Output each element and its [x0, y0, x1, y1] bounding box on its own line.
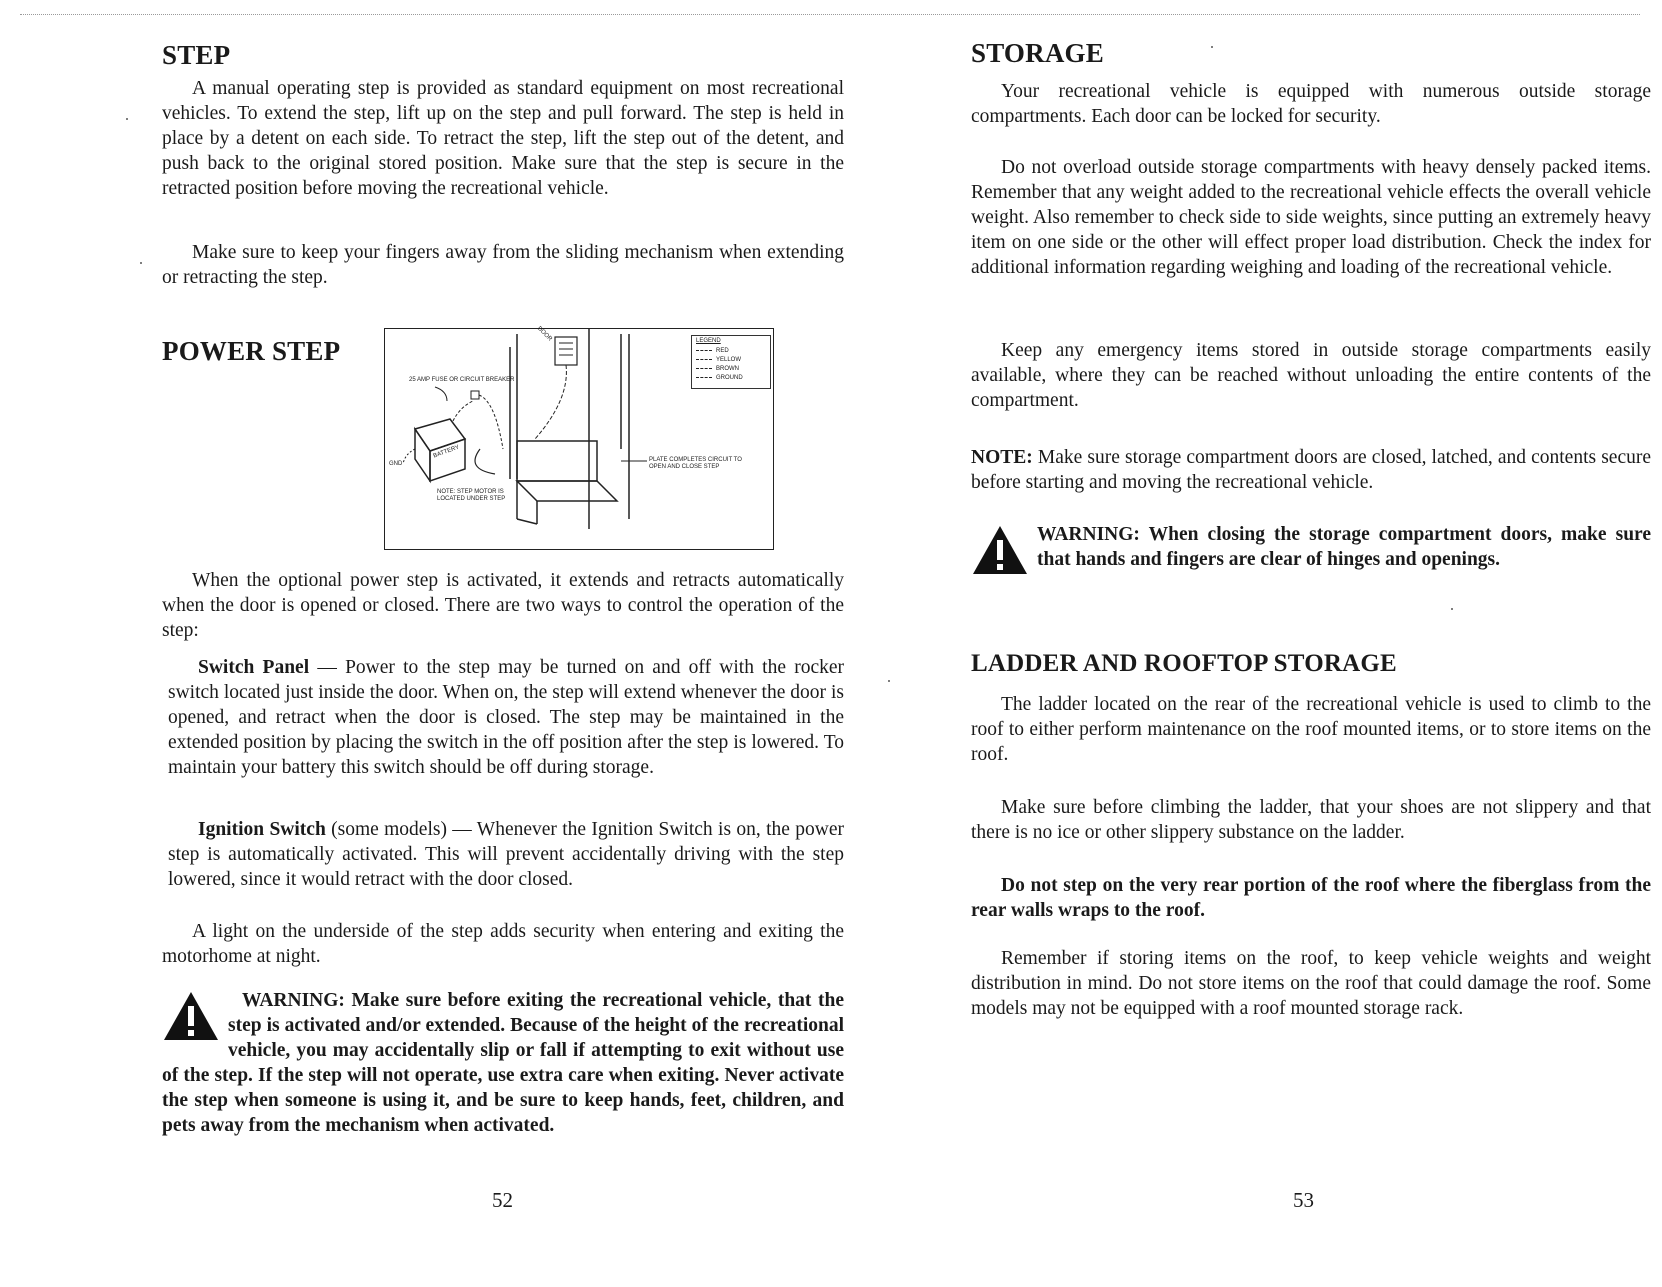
switch-panel-text: — Power to the step may be turned on and off with the rocker switch located just inside the door. When on, the step will extend whenever the door is opened, and retract when the door is closed. The step may be maintained in the extended position by placing the switch in the off position after the step is lowered. To maintain your battery this switch should be off during storage.: [168, 657, 844, 778]
ladder-paragraph-4: Remember if storing items on the roof, to keep vehicle weights and weight distribution in mind. Do not store items on the roof that could damage the roof. Some models may not be equipped with a roof mounted storage rack.: [971, 948, 1651, 1019]
page-number-left: 52: [492, 1188, 513, 1212]
storage-paragraph-1: Your recreational vehicle is equipped with numerous outside storage compartments. Each door can be locked for security.: [971, 81, 1651, 127]
storage-paragraph-2: Do not overload outside storage compartments with heavy densely packed items. Remember that any weight added to the recreational vehicle effects the overall vehicle weight. Also remember to check side to side weights, since putting an extremely heavy item on one side or the other will effect proper load distribution. Check the index for additional information regarding weighing and loading of the recreational vehicle.: [971, 157, 1651, 278]
ignition-switch-paragraph: [168, 817, 844, 892]
diagram-label-door: DOOR: [535, 325, 553, 343]
ladder-paragraph-2: Make sure before climbing the ladder, that your shoes are not slippery and that there is no ice or other slippery substance on the ladder.: [971, 797, 1651, 843]
ladder-caution: Do not step on the very rear portion of the roof where the fiberglass from the rear walls wraps to the roof.: [971, 875, 1651, 921]
legend-title: LEGEND: [696, 338, 721, 344]
switch-panel-label: Switch Panel: [198, 657, 310, 678]
step-light-paragraph: A light on the underside of the step adds security when entering and exiting the motorhome at night.: [162, 921, 844, 967]
diagram-legend: [691, 335, 771, 389]
switch-panel-paragraph: [168, 655, 844, 780]
note-text: Make sure storage compartment doors are closed, latched, and contents secure before starting and moving the recreational vehicle.: [971, 447, 1651, 493]
diagram-label-gnd: GND: [389, 461, 403, 467]
legend-item-ground: GROUND: [696, 375, 743, 382]
scan-speck: [140, 262, 142, 264]
step-heading: STEP: [162, 40, 231, 70]
note-label: NOTE:: [971, 447, 1033, 468]
storage-paragraph-3: Keep any emergency items stored in outside storage compartments easily available, where they can be reached without unloading the entire contents of the compartment.: [971, 340, 1651, 411]
step-paragraph-2: Make sure to keep your fingers away from the sliding mechanism when extending or retracting the step.: [162, 242, 844, 288]
legend-item-red: RED: [696, 348, 729, 355]
legend-item-brown: BROWN: [696, 366, 739, 373]
warning-triangle-icon: [162, 990, 220, 1042]
storage-warning: [971, 522, 1651, 572]
page-number-right: 53: [1293, 1188, 1314, 1212]
scan-speck: [126, 118, 128, 120]
diagram-label-plate: PLATE COMPLETES CIRCUIT TO OPEN AND CLOSE STEP: [649, 457, 742, 470]
diagram-label-note: NOTE: STEP MOTOR IS LOCATED UNDER STEP: [437, 489, 506, 502]
ladder-heading: LADDER AND ROOFTOP STORAGE: [971, 650, 1397, 677]
warning-triangle-icon: [971, 524, 1029, 576]
ignition-switch-label: Ignition Switch: [198, 819, 326, 840]
power-step-wiring-diagram: [384, 325, 774, 550]
power-step-heading: POWER STEP: [162, 336, 341, 366]
power-step-warning: [162, 988, 844, 1138]
diagram-label-battery: BATTERY: [432, 444, 461, 460]
storage-note: [971, 445, 1651, 495]
scan-speck: [1451, 608, 1453, 610]
storage-warning-text: WARNING: When closing the storage compartment doors, make sure that hands and fingers are clear of hinges and openings.: [1037, 524, 1651, 570]
scan-speck: [1211, 46, 1213, 48]
power-step-paragraph-1: When the optional power step is activated, it extends and retracts automatically when the door is opened or closed. There are two ways to control the operation of the step:: [162, 570, 844, 641]
power-step-warning-text: WARNING: Make sure before exiting the recreational vehicle, that the step is activated and/or extended. Because of the height of the recreational vehicle, you may accidentally slip or fall if attempting to exit without use of the step. If the step will not operate, use extra care when exiting. Never activate the step when someone is using it, and be sure to keep hands, feet, children, and pets away from the mechanism when activated.: [162, 990, 844, 1136]
diagram-label-breaker: 25 AMP FUSE OR CIRCUIT BREAKER: [409, 377, 515, 383]
storage-heading: STORAGE: [971, 38, 1104, 68]
ladder-paragraph-1: The ladder located on the rear of the recreational vehicle is used to climb to the roof to either perform maintenance on the roof mounted items, or to store items on the roof.: [971, 694, 1651, 765]
ignition-switch-text: (some models) — Whenever the Ignition Switch is on, the power step is automatically activated. This will prevent accidentally driving with the step lowered, since it would retract with the door closed.: [168, 819, 844, 890]
legend-item-yellow: YELLOW: [696, 357, 741, 364]
page-53: [831, 0, 1662, 1287]
step-paragraph-1: A manual operating step is provided as standard equipment on most recreational vehicles. To extend the step, lift up on the step and pull forward. The step is held in place by a detent on each side. To retract the step, lift the step out of the detent, and push back to the original stored position. Make sure that the step is secure in the retracted position before moving the recreational vehicle.: [162, 78, 844, 199]
